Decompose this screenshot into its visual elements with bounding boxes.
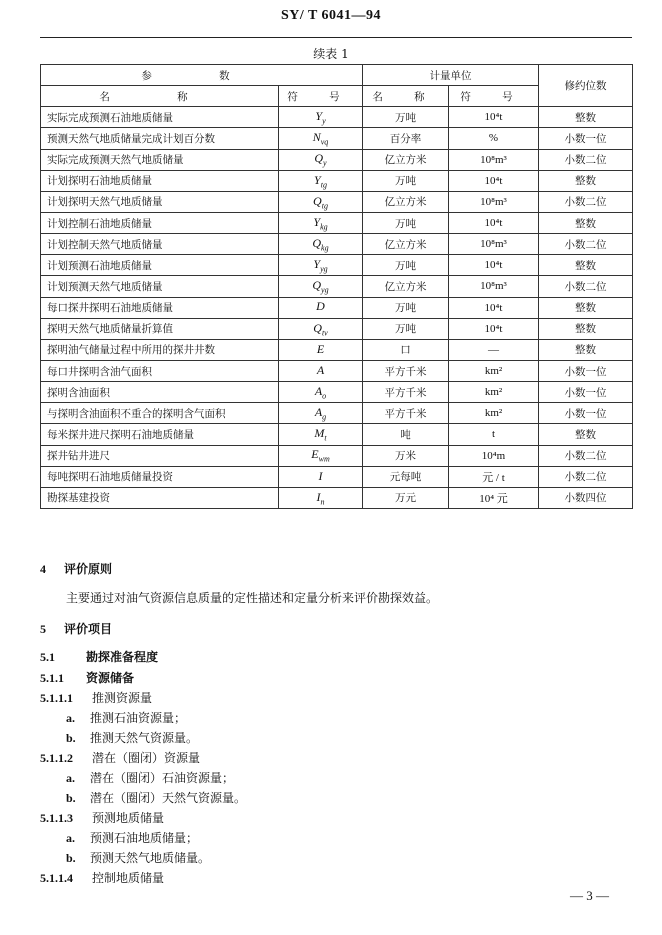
symbol-main: A [314,405,323,420]
table-row [41,403,633,424]
symbol-main: Y [313,214,321,229]
unit-name-cell: 万吨 [363,170,449,191]
unit-name-cell: 亿立方米 [363,234,449,255]
symbol-subscript: yg [320,264,328,274]
parameter-table [40,64,633,509]
item-letter: a. [66,771,75,785]
table-row [41,170,633,191]
item-text: 潜在（圈闭）石油资源量； [90,771,235,785]
list-item [66,709,186,726]
header-name: 名 称 [41,86,279,107]
section-5-1-1-1-heading [40,689,152,706]
symbol-subscript: vq [320,137,329,147]
param-name-cell: 计划预测天然气地质储量 [41,276,279,297]
table-row [41,128,633,149]
section-number: 5.1.1 [40,671,64,685]
header-rule [40,37,632,38]
section-title: 推测资源量 [92,691,153,705]
section-number: 5.1.1.1 [40,691,73,705]
list-item [66,829,198,846]
param-symbol-cell [279,339,363,360]
unit-symbol-cell: — [449,339,539,360]
item-text: 预测天然气地质储量。 [90,851,211,865]
table-row [41,318,633,339]
unit-symbol-cell: 10⁴t [449,170,539,191]
param-symbol-cell [279,424,363,445]
symbol-main: Y [314,172,321,187]
header-param: 参 数 [41,65,363,86]
table-row [41,487,633,508]
precision-cell: 小数二位 [539,234,633,255]
section-5-1-1-3-heading [40,809,164,826]
param-symbol-cell [279,487,363,508]
item-letter: a. [66,831,75,845]
section-number: 5.1.1.4 [40,871,73,885]
param-name-cell: 计划探明天然气地质储量 [41,191,279,212]
table-row [41,466,633,487]
table-row [41,297,633,318]
precision-cell: 小数二位 [539,466,633,487]
header-symbol: 符 号 [279,86,363,107]
header-unit-symbol: 符 号 [449,86,539,107]
symbol-subscript: tg [321,201,328,211]
symbol-subscript: tv [321,327,328,337]
param-name-cell: 与探明含油面积不重合的探明含气面积 [41,403,279,424]
unit-name-cell: 百分率 [363,128,449,149]
section-5-1-1-2-heading [40,749,200,766]
section-5-heading [40,620,112,637]
param-name-cell: 计划预测石油地质储量 [41,255,279,276]
symbol-main: Y [315,109,323,124]
item-letter: b. [66,791,76,805]
unit-name-cell: 平方千米 [363,403,449,424]
table-body [41,107,633,509]
precision-cell: 整数 [539,107,633,128]
precision-cell: 小数二位 [539,149,633,170]
table-row [41,360,633,381]
section-title: 资源储备 [86,671,135,685]
param-name-cell: 预测天然气地质储量完成计划百分数 [41,128,279,149]
param-name-cell: 探明油气储量过程中所用的探井井数 [41,339,279,360]
param-symbol-cell [279,466,363,487]
unit-symbol-cell: 10⁸m³ [449,149,539,170]
unit-symbol-cell: 10⁴t [449,297,539,318]
unit-symbol-cell: 10⁸m³ [449,191,539,212]
precision-cell: 小数一位 [539,360,633,381]
section-5-1-1-4-heading [40,869,164,886]
precision-cell: 小数二位 [539,445,633,466]
unit-name-cell: 万吨 [363,297,449,318]
symbol-main: A [314,383,323,398]
param-symbol-cell [279,234,363,255]
table-header-row-1 [41,65,633,86]
unit-name-cell: 平方千米 [363,382,449,403]
unit-name-cell: 吨 [363,424,449,445]
param-name-cell: 每吨探明石油地质储量投资 [41,466,279,487]
precision-cell: 小数二位 [539,276,633,297]
table-row [41,276,633,297]
unit-name-cell: 万吨 [363,255,449,276]
table-row [41,424,633,445]
unit-name-cell: 口 [363,339,449,360]
unit-symbol-cell: km² [449,382,539,403]
param-symbol-cell [279,128,363,149]
param-name-cell: 每米探井进尺探明石油地质储量 [41,424,279,445]
section-title: 评价项目 [64,622,113,636]
section-number: 5.1 [40,650,55,664]
table-row [41,212,633,233]
precision-cell: 整数 [539,170,633,191]
param-name-cell: 每口井探明含油气面积 [41,360,279,381]
header-unit: 计量单位 [363,65,539,86]
param-symbol-cell [279,212,363,233]
symbol-main: D [316,299,325,314]
symbol-subscript: yg [321,285,329,295]
section-5-1-1-heading [40,669,134,686]
precision-cell: 整数 [539,339,633,360]
param-name-cell: 计划控制天然气地质储量 [41,234,279,255]
symbol-subscript: kg [321,243,329,253]
table-row [41,234,633,255]
param-symbol-cell [279,191,363,212]
param-symbol-cell [279,403,363,424]
symbol-main: M [314,426,325,441]
section-title: 控制地质储量 [92,871,165,885]
param-name-cell: 实际完成预测石油地质储量 [41,107,279,128]
param-symbol-cell [279,382,363,403]
section-title: 潜在（圈闭）资源量 [92,751,201,765]
precision-cell: 小数二位 [539,191,633,212]
page-number: — 3 — [570,888,609,903]
unit-symbol-cell: 10⁴t [449,318,539,339]
list-item [66,789,246,806]
item-text: 推测天然气资源量。 [90,731,199,745]
item-text: 潜在（圈闭）天然气资源量。 [90,791,247,805]
symbol-subscript: y [322,116,326,126]
unit-symbol-cell: t [449,424,539,445]
list-item [66,769,234,786]
unit-name-cell: 平方千米 [363,360,449,381]
standard-code-header: SY/ T 6041—94 [280,8,382,23]
table-row [41,445,633,466]
param-name-cell: 计划控制石油地质储量 [41,212,279,233]
unit-name-cell: 万吨 [363,212,449,233]
symbol-main: Y [313,257,321,272]
unit-name-cell: 万吨 [363,107,449,128]
symbol-main: I [316,489,321,504]
symbol-subscript: g [322,412,327,422]
table-row [41,255,633,276]
unit-name-cell: 万米 [363,445,449,466]
item-letter: b. [66,851,76,865]
list-item [66,849,210,866]
table-row [41,107,633,128]
precision-cell: 整数 [539,297,633,318]
param-name-cell: 每口探井探明石油地质储量 [41,297,279,318]
symbol-main: A [316,362,325,377]
table-row [41,191,633,212]
param-symbol-cell [279,297,363,318]
section-number: 4 [40,562,46,576]
param-symbol-cell [279,445,363,466]
symbol-subscript: t [324,433,327,443]
table-row [41,339,633,360]
param-symbol-cell [279,149,363,170]
param-name-cell: 计划探明石油地质储量 [41,170,279,191]
param-name-cell: 探明含油面积 [41,382,279,403]
section-number: 5 [40,622,46,636]
item-text: 预测石油地质储量； [90,831,199,845]
precision-cell: 小数一位 [539,128,633,149]
unit-name-cell: 亿立方米 [363,149,449,170]
param-name-cell: 实际完成预测天然气地质储量 [41,149,279,170]
unit-symbol-cell: 10⁸m³ [449,234,539,255]
symbol-main: Q [313,193,322,208]
section-number: 5.1.1.2 [40,751,73,765]
symbol-main: E [311,447,319,462]
unit-symbol-cell: 10⁴t [449,107,539,128]
item-letter: a. [66,711,75,725]
header-unit-name: 名 称 [363,86,449,107]
section-title: 评价原则 [64,562,113,576]
unit-symbol-cell: % [449,128,539,149]
precision-cell: 整数 [539,212,633,233]
precision-cell: 小数一位 [539,382,633,403]
symbol-main: N [312,130,321,145]
param-symbol-cell [279,107,363,128]
symbol-subscript: o [322,391,327,401]
unit-symbol-cell: 10⁴t [449,212,539,233]
unit-name-cell: 万吨 [363,318,449,339]
symbol-subscript: y [323,158,327,168]
unit-name-cell: 亿立方米 [363,191,449,212]
symbol-main: Q [313,320,322,335]
symbol-subscript: wm [318,454,330,464]
param-name-cell: 勘探基建投资 [41,487,279,508]
precision-cell: 小数一位 [539,403,633,424]
section-title: 勘探准备程度 [86,650,159,664]
unit-symbol-cell: 元 / t [449,466,539,487]
param-name-cell: 探井钻井进尺 [41,445,279,466]
symbol-subscript: tg [320,179,327,189]
unit-symbol-cell: 10⁴m [449,445,539,466]
unit-symbol-cell: km² [449,403,539,424]
header-precision: 修约位数 [539,65,633,107]
unit-symbol-cell: km² [449,360,539,381]
section-5-1-heading [40,648,158,665]
table-row [41,382,633,403]
param-name-cell: 探明天然气地质储量折算值 [41,318,279,339]
symbol-subscript: n [320,497,325,507]
symbol-main: Q [314,151,324,166]
table-row [41,149,633,170]
param-symbol-cell [279,170,363,191]
section-number: 5.1.1.3 [40,811,73,825]
precision-cell: 整数 [539,424,633,445]
unit-symbol-cell: 10⁴t [449,255,539,276]
unit-name-cell: 元每吨 [363,466,449,487]
precision-cell: 整数 [539,255,633,276]
unit-symbol-cell: 10⁴ 元 [449,487,539,508]
list-item [66,729,198,746]
section-4-body: 主要通过对油气资源信息质量的定性描述和定量分析来评价勘探效益。 [66,591,439,605]
param-symbol-cell [279,276,363,297]
unit-name-cell: 万元 [363,487,449,508]
precision-cell: 小数四位 [539,487,633,508]
section-title: 预测地质储量 [92,811,165,825]
item-text: 推测石油资源量； [90,711,187,725]
param-symbol-cell [279,255,363,276]
param-symbol-cell [279,318,363,339]
symbol-main: I [318,468,323,483]
table-caption: 续表 1 [313,47,349,61]
precision-cell: 整数 [539,318,633,339]
symbol-main: Q [312,236,322,250]
symbol-main: Q [312,278,322,293]
section-4-heading [40,560,112,577]
param-symbol-cell [279,360,363,381]
unit-symbol-cell: 10⁸m³ [449,276,539,297]
symbol-main: E [316,341,325,356]
symbol-subscript: kg [320,222,328,232]
unit-name-cell: 亿立方米 [363,276,449,297]
item-letter: b. [66,731,76,745]
